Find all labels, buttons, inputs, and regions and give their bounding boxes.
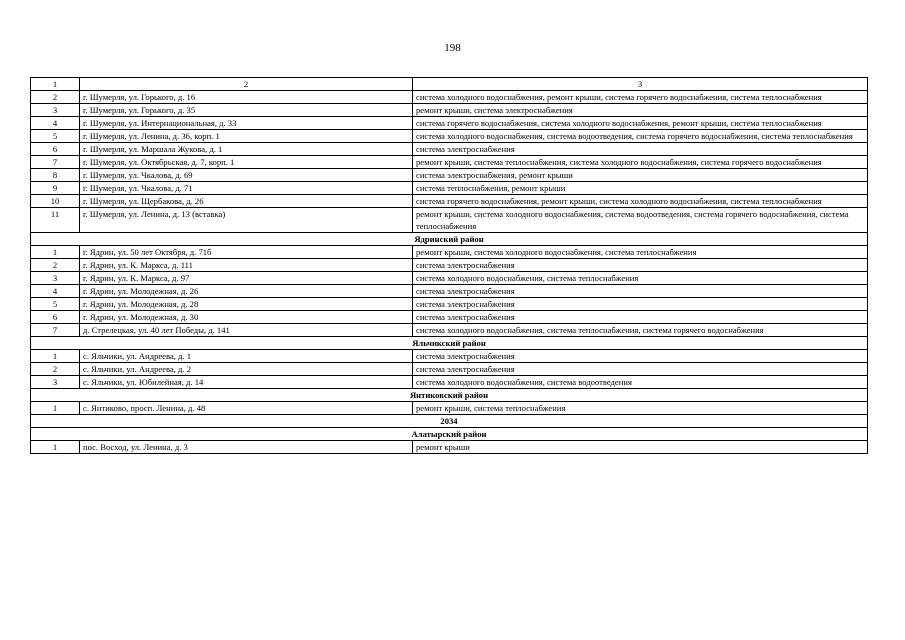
row-number: 4 [31,117,80,130]
header-col-address: 2 [80,78,413,91]
row-work-type: система электроснабжения [413,350,868,363]
row-work-type: система электроснабжения [413,298,868,311]
row-number: 2 [31,259,80,272]
row-work-type: ремонт крыши, система электроснабжения [413,104,868,117]
row-number: 5 [31,298,80,311]
row-address: г. Шумерля, ул. Ленина, д. 13 (вставка) [80,208,413,233]
table-row [31,311,868,324]
row-work-type: система горячего водоснабжения, ремонт крыши, система холодного водоснабжения, система теплоснабжения [413,195,868,208]
table-row [31,272,868,285]
row-work-type: система электроснабжения [413,311,868,324]
table-row [31,104,868,117]
table-row [31,402,868,415]
row-number: 3 [31,376,80,389]
row-work-type: система теплоснабжения, ремонт крыши [413,182,868,195]
row-address: г. Ядрин, ул. К. Маркса, д. 97 [80,272,413,285]
row-work-type: ремонт крыши, система холодного водоснабжения, система теплоснабжения [413,246,868,259]
row-address: г. Шумерля, ул. Маршала Жукова, д. 1 [80,143,413,156]
row-number: 1 [31,246,80,259]
row-number: 3 [31,272,80,285]
row-work-type: система электроснабжения, ремонт крыши [413,169,868,182]
row-work-type: система электроснабжения [413,363,868,376]
row-number: 7 [31,324,80,337]
row-address: с. Яльчики, ул. Юбилейная, д. 14 [80,376,413,389]
district-heading: Алатырский район [31,428,868,441]
row-work-type: система электроснабжения [413,143,868,156]
table-row [31,143,868,156]
page-number: 198 [444,42,461,54]
district-heading: Яльчикский район [31,337,868,350]
table-row [31,298,868,311]
row-number: 1 [31,350,80,363]
row-address: г. Ядрин, ул. Молодежная, д. 28 [80,298,413,311]
row-work-type: ремонт крыши, система теплоснабжения [413,402,868,415]
table-row [31,117,868,130]
row-work-type: система электроснабжения [413,285,868,298]
table-row [31,246,868,259]
table-row [31,91,868,104]
row-number: 1 [31,402,80,415]
row-address: г. Ядрин, ул. Молодежная, д. 26 [80,285,413,298]
row-work-type: система горячего водоснабжения, система холодного водоснабжения, ремонт крыши, система теплоснабжения [413,117,868,130]
district-heading-row [31,428,868,441]
table-row [31,441,868,454]
row-address: г. Шумерля, ул. Горького, д. 16 [80,91,413,104]
row-number: 5 [31,130,80,143]
table-row [31,195,868,208]
row-address: г. Ядрин, ул. Молодежная, д. 30 [80,311,413,324]
table-row [31,182,868,195]
row-number: 2 [31,363,80,376]
row-address: г. Шумерля, ул. Ленина, д. 36, корп. 1 [80,130,413,143]
header-col-work: 3 [413,78,868,91]
row-address: г. Ядрин, ул. 50 лет Октября, д. 71б [80,246,413,259]
registry-table [30,77,868,454]
row-number: 10 [31,195,80,208]
table-row [31,324,868,337]
row-address: с. Яльчики, ул. Андреева, д. 1 [80,350,413,363]
row-number: 1 [31,441,80,454]
row-address: г. Шумерля, ул. Интернациональная, д. 33 [80,117,413,130]
row-work-type: система холодного водоснабжения, система водоотведения, система горячего водоснабжения, система теплоснабжения [413,130,868,143]
table-row [31,208,868,233]
table-row [31,285,868,298]
row-address: г. Шумерля, ул. Горького, д. 35 [80,104,413,117]
row-number: 4 [31,285,80,298]
row-address: пос. Восход, ул. Ленина, д. 3 [80,441,413,454]
row-work-type: система холодного водоснабжения, система водоотведения [413,376,868,389]
table-header-row [31,78,868,91]
row-address: г. Шумерля, ул. Чкалова, д. 71 [80,182,413,195]
row-number: 6 [31,143,80,156]
row-address: г. Шумерля, ул. Октябрьская, д. 7, корп. 1 [80,156,413,169]
row-number: 11 [31,208,80,233]
district-heading: Ядринский район [31,233,868,246]
row-address: г. Шумерля, ул. Чкалова, д. 69 [80,169,413,182]
row-address: г. Ядрин, ул. К. Маркса, д. 111 [80,259,413,272]
district-heading-row [31,389,868,402]
table-row [31,376,868,389]
row-number: 8 [31,169,80,182]
row-number: 6 [31,311,80,324]
table-row [31,130,868,143]
district-heading-row [31,233,868,246]
row-address: д. Стрелецкая, ул. 40 лет Победы, д. 141 [80,324,413,337]
row-work-type: система холодного водоснабжения, система теплоснабжения, система горячего водоснабжения [413,324,868,337]
table-body [31,78,868,454]
year-heading: 2034 [31,415,868,428]
row-number: 7 [31,156,80,169]
row-work-type: система холодного водоснабжения, система теплоснабжения [413,272,868,285]
table-row [31,169,868,182]
table-row [31,259,868,272]
row-work-type: система холодного водоснабжения, ремонт крыши, система горячего водоснабжения, система теплоснабжения [413,91,868,104]
table-row [31,363,868,376]
year-heading-row [31,415,868,428]
row-number: 3 [31,104,80,117]
row-work-type: ремонт крыши, система холодного водоснабжения, система водоотведения, система горячего водоснабжения, система теплоснабжения [413,208,868,233]
row-work-type: ремонт крыши, система теплоснабжения, система холодного водоснабжения, система горячего водоснабжения [413,156,868,169]
row-work-type: система электроснабжения [413,259,868,272]
district-heading-row [31,337,868,350]
row-address: с. Янтиково, просп. Ленина, д. 48 [80,402,413,415]
row-number: 2 [31,91,80,104]
row-number: 9 [31,182,80,195]
row-address: г. Шумерля, ул. Щербакова, д. 26 [80,195,413,208]
row-address: с. Яльчики, ул. Андреева, д. 2 [80,363,413,376]
header-col-number: 1 [31,78,80,91]
district-heading: Янтиковский район [31,389,868,402]
table-row [31,350,868,363]
row-work-type: ремонт крыши [413,441,868,454]
table-row [31,156,868,169]
